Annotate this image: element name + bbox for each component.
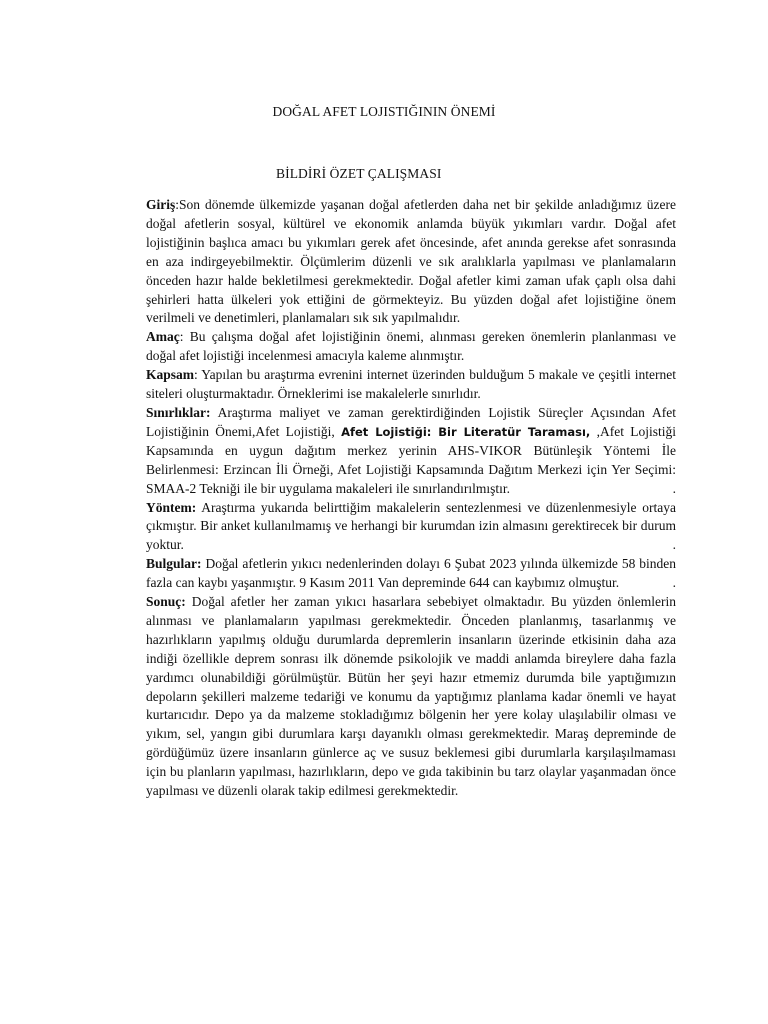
stray-mark: .	[672, 575, 676, 591]
section-label-giris: Giriş	[146, 197, 176, 212]
stray-mark: .	[672, 537, 676, 553]
paragraph-bulgular	[146, 555, 676, 593]
cited-title-literatur: Afet Lojistiği: Bir Literatür Taraması,	[341, 424, 591, 439]
section-text-sinirliliklar-b: ,Afet Lojistiği Kapsamında en uygun dağıtım merkez yerinin AHS-VIKOR Bütünleşik Yöntemi İle Belirlenmesi: Erzincan İli Örneği, Afet Lojistiği Kapsamında Dağıtım Merkezi için Yer Seçimi: SMAA-2 Tekniği ile bir uygulama makaleleri ile sınırlandırılmıştır.	[146, 423, 676, 496]
section-text-kapsam: : Yapılan bu araştırma evrenini internet üzerinden bulduğum 5 makale ve çeşitli internet siteleri oluşturmaktadır. Örneklerimi ise makalelerle sınırlıdır.	[146, 367, 676, 402]
section-label-sinirliliklar: Sınırlıklar:	[146, 404, 211, 420]
section-text-amac: : Bu çalışma doğal afet lojistiğinin önemi, alınması gereken önemlerin planlanması ve doğal afet lojistiği incelenmesi amacıyla kaleme alınmıştır.	[146, 329, 676, 364]
section-text-sinirliliklar-a: Araştırma maliyet ve zaman gerektirdiğinden Lojistik Süreçler Açısından Afet Lojistiğinin Önemi,Afet Lojistiği,	[146, 404, 676, 439]
section-label-amac: Amaç	[146, 329, 180, 345]
section-label-yontem: Yöntem:	[146, 499, 197, 515]
paragraph-yontem	[146, 499, 676, 556]
paragraph-sonuc	[146, 593, 676, 801]
document-body	[146, 196, 676, 801]
stray-mark: .	[672, 480, 676, 496]
section-label-bulgular: Bulgular:	[146, 556, 202, 572]
document-subtitle: BİLDİRİ ÖZET ÇALIŞMASI	[276, 166, 442, 181]
section-text-yontem: Araştırma yukarıda belirttiğim makalelerin sentezlenmesi ve düzenlenmesiyle ortaya çıkmıştır. Bir anket kullanılmamış ve herhangi bir kurumdan izin almasını gerektirecek bir durum yoktur.	[146, 499, 676, 553]
section-text-sonuc: Doğal afetler her zaman yıkıcı hasarlara sebebiyet olmaktadır. Bu yüzden önlemlerin alınması ve planlamaların yapılması gerekmektedir. Önceden planlanmış, tasarlanmış ve hazırlıkların yapılmış olduğu durumlarda depremlerin insanların üzerinde etkisinin daha aza indiği özellikle deprem sonrası ilk dönemde psikolojik ve maddi anlamda bireylere daha fazla yardımcı olunabildiği görülmüştür. Bütün her şeyi hazır etmemiz durumda bile yaptığımızın depoların şekilleri malzeme tedariği ve konumu da yaptığımız planlama kadar önemli ve hayat kurtarıcıdır. Depo ya da malzeme stokladığımız bölgenin her yere kolay ulaşılabilir olması ve yıkım, sel, yangın gibi durumlara karşı dayanıklı olması gerekmektedir. Maraş depreminde de gördüğümüz üzere insanların günlerce aç ve susuz beklemesi gibi durumlarla karşılaşılmaması için bu planların yapılması, hazırlıkların, depo ve gıda takibinin bu tarz olaylar yaşanmadan önce yapılması ve düzenli olarak takip edilmesi gerekmektedir.	[146, 594, 676, 799]
paragraph-amac	[146, 328, 676, 366]
paragraph-kapsam	[146, 366, 676, 404]
document-title: DOĞAL AFET LOJISTIĞININ ÖNEMİ	[272, 104, 496, 119]
section-label-kapsam: Kapsam	[146, 367, 195, 383]
paragraph-sinirliliklar	[146, 404, 676, 499]
section-text-bulgular: Doğal afetlerin yıkıcı nedenlerinden dolayı 6 Şubat 2023 yılında ülkemizde 58 binden fazla can kaybı yaşanmıştır. 9 Kasım 2011 Van depreminde 644 can kaybımız olmuştur.	[146, 556, 676, 591]
paragraph-giris	[146, 196, 676, 328]
section-label-sonuc: Sonuç:	[146, 594, 186, 610]
section-text-giris: :Son dönemde ülkemizde yaşanan doğal afetlerden daha net bir şekilde anladığımız üzere doğal afetlerin sosyal, kültürel ve ekonomik anlamda büyük yıkımları vardır. Doğal afet lojistiğinin başlıca amacı bu yıkımları gerek afet öncesinde, afet anında gerekse afet sonrasında en aza indirgeyebilmektir. Ölçümlerim düzenli ve sık aralıklarla yapılması ve planlamaların önceden hazır halde bekletilmesi gerekmektedir. Doğal afetler kimi zaman ufak çaplı olsa dahi şehirleri hatta ülkeleri yok ettiğini de görmekteyiz. Bu yüzden doğal afet lojistiğine önem verilmeli ve denetimleri, planlamaları sık sık yapılmalıdır.	[146, 197, 676, 326]
